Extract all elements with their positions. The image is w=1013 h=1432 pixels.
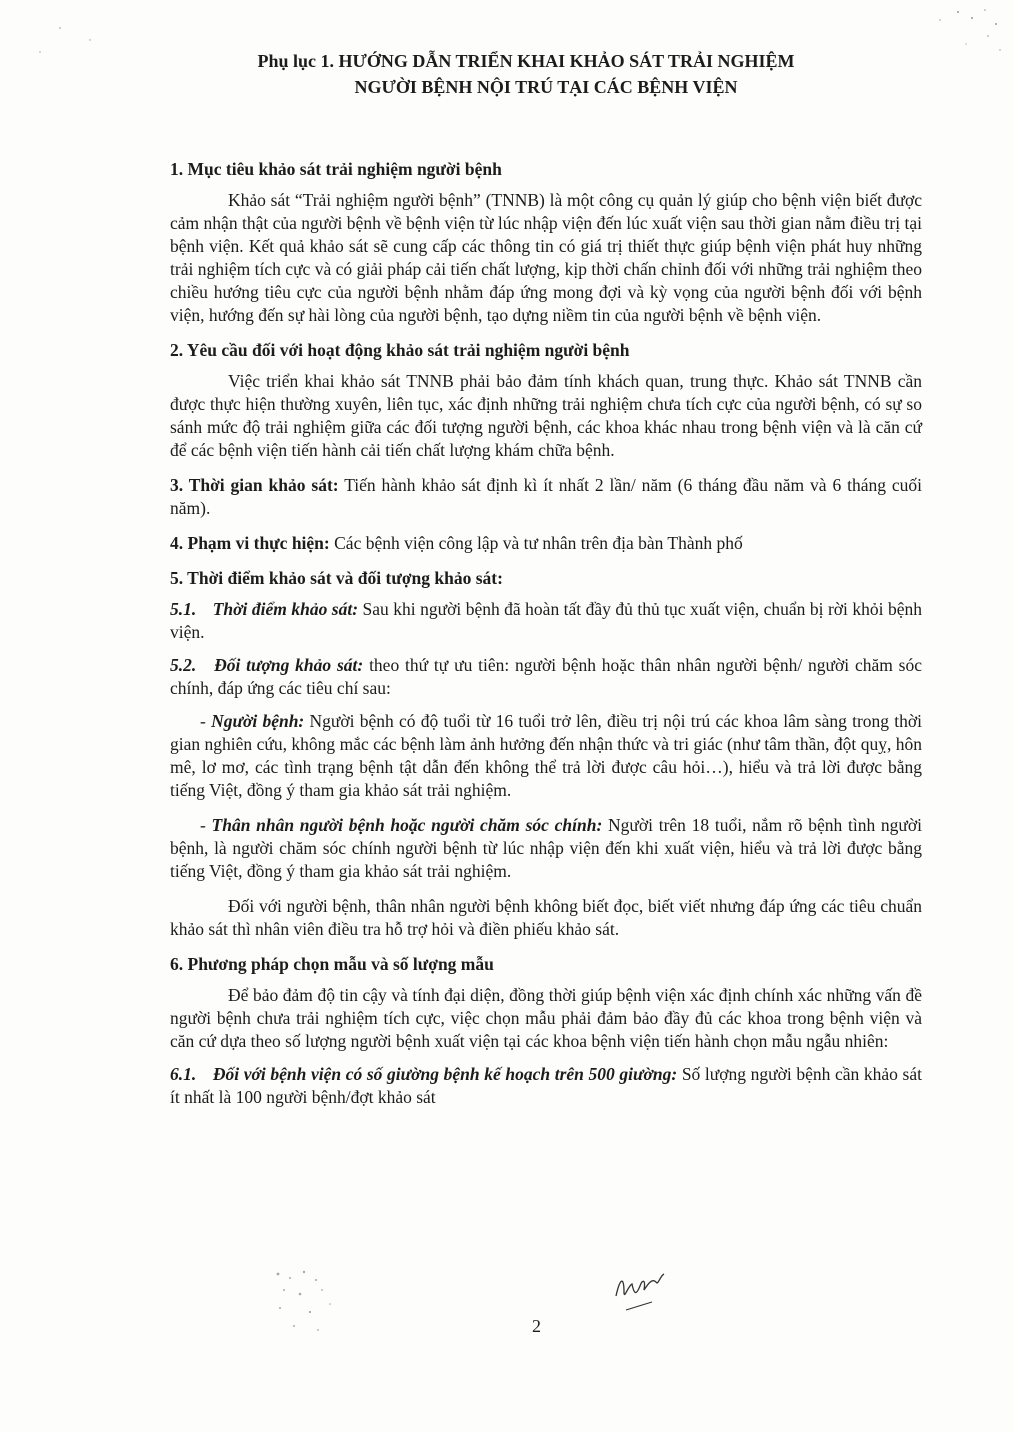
bullet-dash: -	[200, 815, 206, 835]
section-1-heading: 1. Mục tiêu khảo sát trải nghiệm người bệnh	[170, 159, 502, 179]
section-5-2	[170, 654, 922, 700]
section-5-2-label: Đối tượng khảo sát:	[214, 655, 364, 675]
bullet-nguoi-benh	[170, 710, 922, 802]
section-4-body: Các bệnh viện công lập và tư nhân trên địa bàn Thành phố	[334, 533, 743, 553]
title-line-1: Phụ lục 1. HƯỚNG DẪN TRIỂN KHAI KHẢO SÁT TRẢI NGHIỆM	[257, 51, 795, 71]
bullet-nguoi-benh-body: Người bệnh có độ tuổi từ 16 tuổi trở lên, điều trị nội trú các khoa lâm sàng trong thời gian nghiên cứu, không mắc các bệnh làm ảnh hưởng đến nhận thức và tri giác (như tâm thần, đột quỵ, hôn mê, lơ mơ, các tình trạng bệnh tật dẫn đến không thể trả lời được câu hỏi…), hiểu và trả lời được bằng tiếng Việt, đồng ý tham gia khảo sát trải nghiệm.	[170, 711, 923, 800]
page-title	[170, 48, 922, 100]
section-4	[170, 532, 922, 555]
section-3-heading: 3. Thời gian khảo sát:	[170, 475, 339, 495]
section-5-note: Đối với người bệnh, thân nhân người bệnh không biết đọc, biết viết nhưng đáp ứng các tiêu chuẩn khảo sát thì nhân viên điều tra hỗ trợ hỏi và điền phiếu khảo sát.	[170, 896, 922, 939]
section-4-heading: 4. Phạm vi thực hiện:	[170, 533, 330, 553]
bullet-dash: -	[200, 711, 206, 731]
section-5-1-label: Thời điểm khảo sát:	[212, 599, 359, 619]
section-1-body: Khảo sát “Trải nghiệm người bệnh” (TNNB) là một công cụ quản lý giúp cho bệnh viện biết được cảm nhận thật của người bệnh về bệnh viện từ lúc nhập viện đến lúc xuất viện sau thời gian nằm điều trị tại bệnh viện. Kết quả khảo sát sẽ cung cấp các thông tin có giá trị thiết thực giúp bệnh viện phát huy những trải nghiệm tích cực và có giải pháp cải tiến chất lượng, kịp thời chấn chỉnh đối với những trải nghiệm theo chiều hướng tiêu cực của người bệnh nhằm đáp ứng mong đợi và kỳ vọng của người bệnh đối với bệnh viện, hướng đến sự hài lòng của người bệnh, tạo dựng niềm tin của người bệnh về bệnh viện.	[170, 190, 922, 325]
section-5-1-body: Sau khi người bệnh đã hoàn tất đầy đủ thủ tục xuất viện, chuẩn bị rời khỏi bệnh viện.	[170, 599, 923, 642]
section-5-2-number: 5.2.	[170, 655, 197, 675]
section-6-1-body: Số lượng người bệnh cần khảo sát ít nhất là 100 người bệnh/đợt khảo sát	[170, 1064, 922, 1107]
section-5-1	[170, 598, 922, 644]
faded-stamp-mark	[270, 1268, 350, 1338]
section-6-1-number: 6.1.	[170, 1064, 197, 1084]
bullet-nguoi-benh-label: Người bệnh:	[211, 711, 305, 731]
section-5-heading: 5. Thời điểm khảo sát và đối tượng khảo sát:	[170, 568, 503, 588]
section-3-body: Tiến hành khảo sát định kì ít nhất 2 lần/ năm (6 tháng đầu năm và 6 tháng cuối năm).	[170, 475, 922, 518]
section-6-body: Để bảo đảm độ tin cậy và tính đại diện, đồng thời giúp bệnh viện xác định chính xác những vấn đề người bệnh chưa trải nghiệm tích cực, việc chọn mẫu phải đảm bảo đầy đủ các khoa trong bệnh viện và căn cứ dựa theo số lượng người bệnh xuất viện tại các khoa bệnh viện tiến hành chọn mẫu ngẫu nhiên:	[170, 985, 922, 1051]
section-6-heading: 6. Phương pháp chọn mẫu và số lượng mẫu	[170, 954, 494, 974]
document-body	[170, 48, 922, 1119]
bullet-than-nhan	[170, 814, 922, 883]
section-5-2-body: theo thứ tự ưu tiên: người bệnh hoặc thân nhân người bệnh/ người chăm sóc chính, đáp ứng các tiêu chí sau:	[170, 655, 923, 698]
section-5-1-number: 5.1.	[170, 599, 197, 619]
page-number: 2	[532, 1316, 541, 1336]
section-2-heading: 2. Yêu cầu đối với hoạt động khảo sát trải nghiệm người bệnh	[170, 340, 630, 360]
section-2-body: Việc triển khai khảo sát TNNB phải bảo đảm tính khách quan, trung thực. Khảo sát TNNB cần được thực hiện thường xuyên, liên tục, xác định những trải nghiệm chưa tích cực của người bệnh, có sự so sánh mức độ trải nghiệm giữa các đối tượng người bệnh, các khoa khác nhau trong bệnh viện và là căn cứ để các bệnh viện tiến hành cải tiến chất lượng khám chữa bệnh.	[170, 371, 922, 460]
section-6-1	[170, 1063, 922, 1109]
section-6-1-label: Đối với bệnh viện có số giường bệnh kế hoạch trên 500 giường:	[212, 1064, 678, 1084]
bullet-than-nhan-label: Thân nhân người bệnh hoặc người chăm sóc chính:	[211, 815, 603, 835]
section-3	[170, 474, 922, 520]
signature	[612, 1266, 672, 1316]
title-line-2: NGƯỜI BỆNH NỘI TRÚ TẠI CÁC BỆNH VIỆN	[354, 77, 738, 97]
bullet-than-nhan-body: Người trên 18 tuổi, nắm rõ bệnh tình người bệnh, là người chăm sóc chính người bệnh từ lúc nhập viện đến khi xuất viện, hiểu và trả lời được bằng tiếng Việt, đồng ý tham gia khảo sát trải nghiệm.	[170, 815, 923, 881]
